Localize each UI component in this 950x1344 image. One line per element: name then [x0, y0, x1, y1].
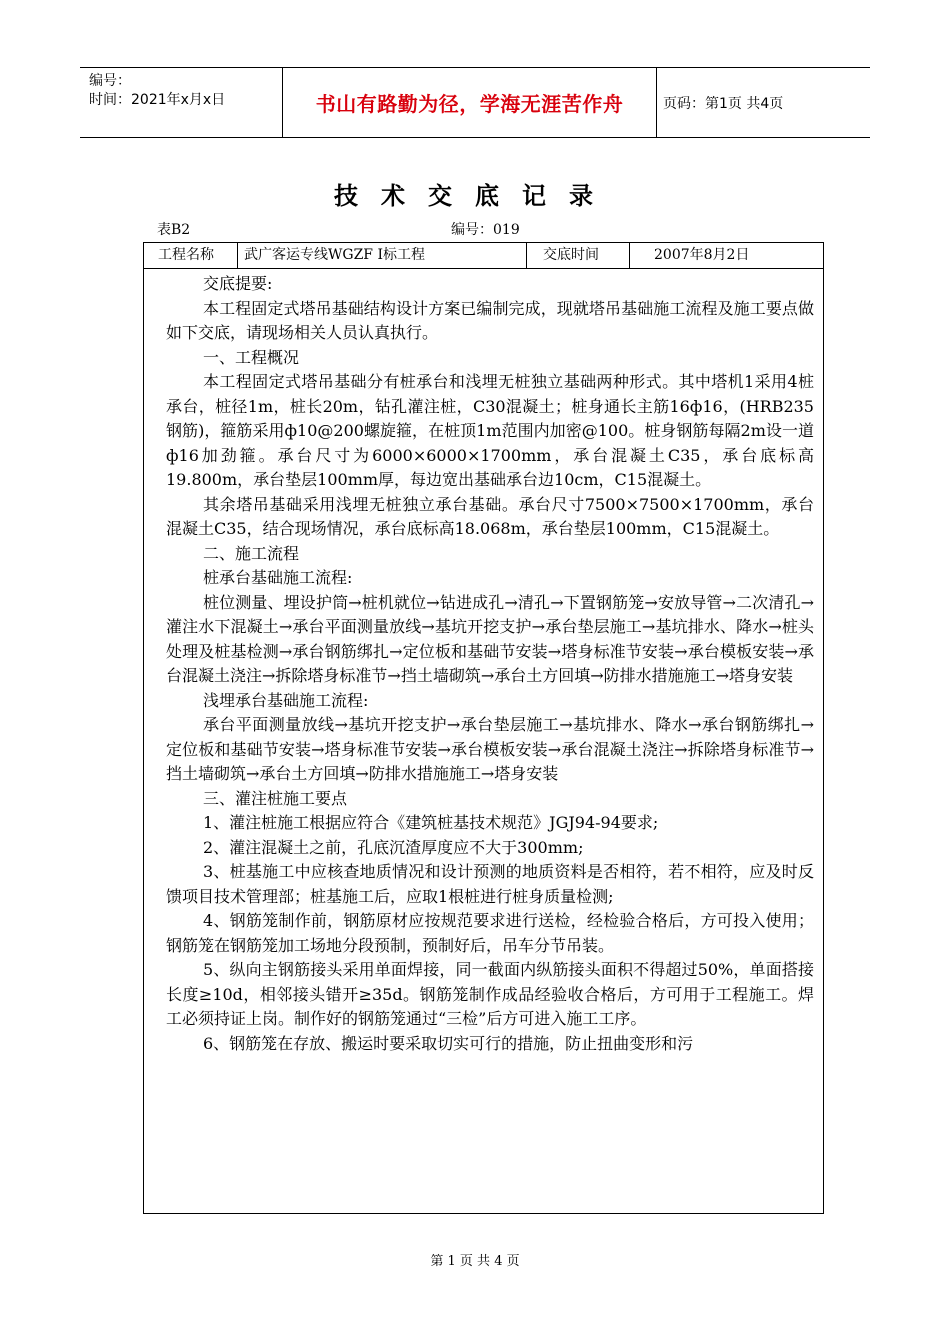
- date-label: 交底时间: [527, 243, 630, 268]
- paragraph: 桩承台基础施工流程:: [203, 568, 353, 587]
- project-row: [144, 243, 823, 269]
- section-heading: 一、工程概况: [203, 347, 300, 367]
- page-header: [80, 67, 870, 138]
- paragraph: 浅埋承台基础施工流程:: [203, 690, 369, 710]
- page-footer: 第 1 页 共 4 页: [430, 1254, 520, 1269]
- list-item: 1、灌注桩施工根据应符合《建筑桩基技术规范》JGJ94-94要求;: [203, 813, 659, 832]
- time-text: 时间：2021年x月x日: [89, 92, 226, 108]
- paragraph: 本工程固定式塔吊基础分有桩承台和浅埋无桩独立基础两种形式。其中塔机1采用4桩承台，桩径1m，桩长20m，钻孔灌注桩，C30混凝土；桩身通长主筋16ф16，(HRB235钢筋)，箍筋采用ф10@200螺旋箍，在桩顶1m范围内加密@100。桩身钢筋每隔2m设一道ф16加劲箍。承台尺寸为6000×6000×1700mm，承台混凝土C35，承台底标高19.800m，承台垫层100mm厚，每边宽出基础承台边10cm，C15混凝土。: [166, 372, 814, 489]
- paragraph: 本工程固定式塔吊基础结构设计方案已编制完成，现就塔吊基础施工流程及施工要点做如下交底，请现场相关人员认真执行。: [166, 298, 814, 342]
- list-item: 2、灌注混凝土之前，孔底沉渣厚度应不大于300mm;: [203, 837, 584, 857]
- paragraph: 承台平面测量放线→基坑开挖支护→承台垫层施工→基坑排水、降水→承台钢筋绑扎→定位板和基础节安装→塔身标准节安装→承台模板安装→承台混凝土浇注→拆除塔身标准节→挡土墙砌筑→承台土方回填→防排水措施施工→塔身安装: [166, 715, 814, 783]
- section-heading: 二、施工流程: [203, 543, 300, 563]
- record-table: [143, 242, 824, 1214]
- list-item: 6、钢筋笼在存放、搬运时要采取切实可行的措施，防止扭曲变形和污: [203, 1033, 694, 1053]
- list-item: 4、钢筋笼制作前，钢筋原材应按规范要求进行送检，经检验合格后，方可投入使用；钢筋笼在钢筋笼加工场地分段预制，预制好后，吊车分节吊装。: [166, 911, 814, 955]
- paragraph: 交底提要:: [203, 274, 273, 293]
- form-code: 表B2: [157, 222, 191, 238]
- header-meta: [80, 68, 282, 137]
- briefing-content: [144, 269, 823, 1056]
- project-label: 工程名称: [144, 243, 238, 268]
- list-item: 3、桩基施工中应核查地质情况和设计预测的地质资料是否相符，若不相符，应及时反馈项目技术管理部；桩基施工后，应取1根桩进行桩身质量检测;: [166, 862, 814, 906]
- paragraph: 其余塔吊基础采用浅埋无桩独立承台基础。承台尺寸7500×7500×1700mm，承台混凝土C35，结合现场情况，承台底标高18.068m，承台垫层100mm，C15混凝土。: [166, 494, 814, 538]
- list-item: 5、纵向主钢筋接头采用单面焊接，同一截面内纵筋接头面积不得超过50%，单面搭接长度≥10d，相邻接头错开≥35d。钢筋笼制作成品经验收合格后，方可用于工程施工。焊工必须持证上岗。制作好的钢筋笼通过“三检”后方可进入施工工序。: [166, 960, 814, 1028]
- form-number: 编号：019: [451, 222, 520, 238]
- paragraph: 桩位测量、埋设护筒→桩机就位→钻进成孔→清孔→下置钢筋笼→安放导管→二次清孔→灌注水下混凝土→承台平面测量放线→基坑开挖支护→承台垫层施工→基坑排水、降水→桩头处理及桩基检测→承台钢筋绑扎→定位板和基础节安装→塔身标准节安装→承台模板安装→承台混凝土浇注→拆除塔身标准节→挡土墙砌筑→承台土方回填→防排水措施施工→塔身安装: [166, 592, 814, 685]
- document-title: 技术交底记录: [334, 182, 616, 210]
- project-value: 武广客运专线WGZF I标工程: [238, 243, 527, 268]
- motto: 书山有路勤为径，学海无涯苦作舟: [282, 68, 657, 137]
- number-label: 编号：: [89, 73, 131, 89]
- page-info: 页码：第1页 共4页: [663, 95, 784, 112]
- date-value: 2007年8月2日: [654, 247, 750, 263]
- section-heading: 三、灌注桩施工要点: [203, 788, 348, 808]
